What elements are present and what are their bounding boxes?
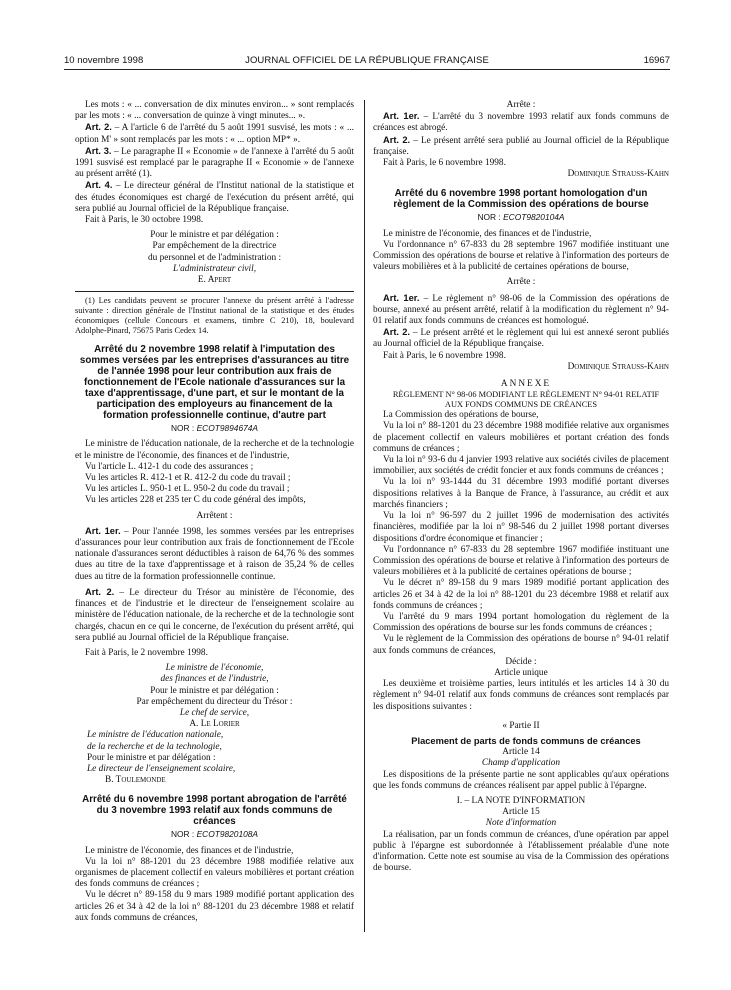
paragraph: Les mots : « ... conversation de dix minutes environ... » sont remplacés par les mots : « ... conversation de quinze à vingt minutes... ». [75, 100, 354, 122]
signature-line: Le ministre de l'éducation nationale, [87, 730, 224, 741]
nor-reference [75, 829, 354, 840]
visa: Vu le décret n° 89-158 du 9 mars 1989 modifié portant application des articles 26 et 34 à 42 de la loi n° 88-1201 du 23 décembre 1988 et relatif aux fonds communs de créances ; [373, 578, 669, 611]
signature-line: Le chef de service, [179, 707, 250, 718]
article [373, 327, 669, 350]
article-label: Art. 2. [383, 327, 410, 338]
article-heading: Article unique [494, 667, 548, 678]
page-header [64, 55, 670, 70]
article-text: – Le paragraphe II « Economie » de l'annexe à l'arrêté du 5 août 1991 susvisé est remplacé par le paragraphe II « Economie » de l'annexe au présent arrêté (1). [75, 146, 355, 180]
decree-title: Arrêté du 6 novembre 1998 portant abrogation de l'arrêté du 3 novembre 1993 relatif aux fonds communs de créances [82, 794, 347, 828]
signature-line: des finances et de l'industrie, [160, 674, 269, 685]
article [75, 587, 354, 644]
article-text: – Le présent arrêté sera publié au Journal officiel de la République française. [373, 135, 669, 157]
signature-line: Pour le ministre et par délégation : [87, 752, 216, 763]
decree-title: Arrêté du 6 novembre 1998 portant homologation d'un règlement de la Commission des opérations de bourse [393, 188, 649, 211]
section-heading: I. – LA NOTE D'INFORMATION [456, 795, 586, 806]
article-label: Art. 2. [85, 586, 115, 597]
article [75, 146, 354, 181]
article-text: – Le règlement n° 98-06 de la Commission des opérations de bourse, annexé au présent arrêté, relatif à la modification du règlement n° 94-01 relatif aux fonds communs de créances est homologué. [373, 293, 669, 327]
visa: Vu le décret n° 89-158 du 9 mars 1989 modifié portant application des articles 26 et 34 à 42 de la loi n° 88-1201 du 23 décembre 1988 et relatif aux fonds communs de créances, [75, 890, 354, 923]
article [75, 122, 354, 145]
signature-line: Par empêchement du directeur du Trésor : [136, 696, 293, 707]
nor-label: NOR : [170, 423, 197, 434]
column-divider [364, 100, 365, 932]
article-label: Art. 1er. [383, 111, 420, 122]
visa: Vu la loi n° 88-1201 du 23 décembre 1988 modifiée relative aux organismes de placement collectif en valeurs mobilières et portant création des fonds communs de créances ; [373, 421, 669, 454]
signature-line: Le directeur de l'enseignement scolaire, [87, 763, 236, 774]
done-at: Fait à Paris, le 2 novembre 1998. [85, 647, 208, 658]
visa: Vu les articles R. 412-1 et R. 412-2 du code du travail ; [85, 473, 291, 484]
decision-line: Décide : [505, 656, 537, 667]
article [373, 135, 669, 158]
article-label: Art. 3. [85, 145, 112, 156]
done-at: Fait à Paris, le 30 octobre 1998. [85, 215, 204, 226]
paragraph: Le ministre de l'économie, des finances et de l'industrie, [85, 845, 294, 856]
signature-line: Le ministre de l'économie, [165, 663, 264, 674]
left-column [75, 100, 354, 924]
paragraph: Le ministre de l'économie, des finances et de l'industrie, [383, 228, 592, 239]
article-label: Art. 4. [85, 180, 113, 191]
visa: Vu l'ordonnance n° 67-833 du 28 septembre 1967 modifiée instituant une Commission des opérations de bourse et relative à l'information des porteurs de valeurs mobilières et à la publicité de certaines opérations de bourse ; [373, 544, 669, 578]
regulation-title: RÈGLEMENT N° 98-06 MODIFIANT LE RÈGLEMENT N° 94-01 RELATIF AUX FONDS COMMUNS DE CRÉANCES [392, 390, 660, 410]
nor-code: ECOT9894674A [196, 423, 259, 434]
paragraph: Les dispositions de la présente partie ne sont applicables qu'aux opérations que les fonds communs de créances réalisent par appel public à l'épargne. [373, 769, 669, 791]
signature-line: du personnel et de l'administration : [147, 252, 282, 263]
right-column [373, 100, 669, 874]
footnote-rule [75, 291, 354, 292]
article [373, 293, 669, 328]
article-text: – A l'article 6 de l'arrêté du 5 août 1991 susvisé, les mots : « ... option M' » sont remplacés par les mots : « ... option MP* ». [75, 123, 354, 145]
article-text: – L'arrêté du 3 novembre 1993 relatif aux fonds communs de créances est abrogé. [373, 112, 670, 134]
nor-code: ECOT9820104A [503, 212, 565, 223]
part-heading: « Partie II [502, 720, 540, 731]
decree-title: Arrêté du 2 novembre 1998 relatif à l'imputation des sommes versées par les entreprises d'assurances au titre de l'année 1998 pour leur contribution aux frais de fonctionnement de l'Ecole nationale d'assurances sur la taxe d'apprentissage, d'une part, et sur le montant de la participation des employeurs au financement de la formation professionnelle continue, d'autre part [79, 344, 350, 422]
signatory-name: Dominique Strauss-Kahn [567, 169, 669, 180]
article-label: Art. 2. [383, 134, 411, 145]
article-text: – Le directeur du Trésor au ministère de l'économie, des finances et de l'industrie et le directeur de l'enseignement scolaire au ministère de l'éducation nationale, de la recherche et de la technologie sont chargés, chacun en ce qui le concerne, de l'exécution du présent arrêté, qui sera publié au Journal officiel de la République française. [75, 587, 354, 643]
visa: Vu l'arrêté du 9 mars 1994 portant homologation du règlement de la Commission des opérations de bourse sur les fonds communs de créances ; [373, 611, 669, 634]
annex-heading: ANNEXE [500, 379, 552, 390]
article-label: Art. 1er. [85, 525, 121, 536]
article [75, 526, 354, 583]
visa: Vu la loi n° 93-1444 du 31 décembre 1993 modifié portant diverses dispositions relatives à la Banque de France, à l'assurance, au crédit et aux marchés financiers ; [373, 477, 669, 510]
paragraph: Les deuxième et troisième parties, leurs intitulés et les articles 14 à 30 du règlement n° 94-01 relatif aux fonds communs de créances sont remplacés par les dispositions suivantes : [373, 679, 669, 712]
signature-line: Pour le ministre et par délégation : [150, 685, 279, 696]
signature-line: Pour le ministre et par délégation : [150, 230, 279, 241]
paragraph: La Commission des opérations de bourse, [383, 410, 539, 421]
visa: Vu la loi n° 93-6 du 4 janvier 1993 relative aux sociétés civiles de placement immobilier, aux sociétés de crédit foncier et aux fonds communs de créances ; [373, 455, 669, 477]
visa: Vu l'ordonnance n° 67-833 du 28 septembre 1967 modifiée instituant une Commission des opérations de bourse et relative à l'information des porteurs de valeurs mobilières et à la publicité de certaines opérations de bourse, [373, 239, 669, 273]
visa: Vu le règlement de la Commission des opérations de bourse n° 94-01 relatif aux fonds communs de créances, [373, 634, 669, 656]
page-number: 16967 [643, 55, 670, 66]
visa: Vu l'article L. 412-1 du code des assurances ; [85, 461, 254, 472]
signatory-name: A. Le Lorier [189, 719, 240, 730]
part-title: Placement de parts de fonds communs de créances [411, 735, 641, 746]
signature-line: de la recherche et de la technologie, [87, 741, 222, 752]
visa: Vu les articles L. 950-1 et L. 950-2 du code du travail ; [85, 484, 290, 495]
article-text: – Pour l'année 1998, les sommes versées par les entreprises d'assurances pour leur contribution aux frais de fonctionnement de l'Ecole nationale d'assurances seront déductibles à raison de 64,76 % des sommes dues au titre de la taxe d'apprentissage et à raison de 35,24 % de celles dues au titre de la formation professionnelle continue. [75, 526, 355, 582]
signature-line: L'administrateur civil, [172, 263, 257, 274]
signatory-name: E. Apert [197, 275, 232, 286]
journal-title: JOURNAL OFFICIEL DE LA RÉPUBLIQUE FRANÇAISE [245, 55, 489, 66]
nor-label: NOR : [477, 212, 504, 223]
article-text: – Le directeur général de l'Institut national de la statistique et des études économiques est chargé de l'exécution du présent arrêté, qui sera publié au Journal officiel de la République française. [75, 181, 354, 214]
article [373, 111, 669, 134]
nor-code: ECOT9820108A [196, 829, 259, 840]
paragraph: La réalisation, par un fonds commun de créances, d'une opération par appel public à l'épargne est subordonnée à l'établissement préalable d'une note d'information. Cette note est soumise au visa de la Commission des opérations de bourse. [373, 829, 669, 874]
signatory-name: Dominique Strauss-Kahn [567, 361, 669, 372]
done-at: Fait à Paris, le 6 novembre 1998. [383, 158, 506, 169]
article-heading: Article 15 [502, 807, 540, 818]
decision-line: Arrête : [506, 100, 536, 110]
done-at: Fait à Paris, le 6 novembre 1998. [383, 350, 506, 361]
signatory-name: B. Toulemonde [105, 775, 166, 786]
visa: Vu les articles 228 et 235 ter C du code général des impôts, [85, 495, 306, 506]
article-heading: Article 14 [502, 747, 540, 758]
article-subtitle: Note d'information [485, 818, 557, 829]
nor-reference [373, 212, 669, 223]
article-text: – Le présent arrêté et le règlement qui lui est annexé seront publiés au Journal officiel de la République française. [373, 328, 669, 350]
nor-label: NOR : [170, 829, 197, 840]
article-subtitle: Champ d'application [481, 758, 561, 769]
decision-line: Arrêtent : [196, 510, 233, 521]
signature-line: Par empêchement de la directrice [152, 241, 277, 252]
decision-line: Arrête : [506, 277, 536, 288]
visa: Vu la loi n° 96-597 du 2 juillet 1996 de modernisation des activités financières, modifiée par la loi n° 98-546 du 2 juillet 1998 portant diverses dispositions d'ordre économique et financier ; [373, 511, 669, 544]
article [75, 180, 354, 215]
visa: Vu la loi n° 88-1201 du 23 décembre 1988 modifiée relative aux organismes de placement collectif en valeurs mobilières et portant création des fonds communs de créances ; [75, 856, 354, 890]
nor-reference [75, 423, 354, 434]
footnote: (1) Les candidats peuvent se procurer l'annexe du présent arrêté à l'adresse suivante : direction générale de l'Institut national de la statistique et des études économiques (cellule Concours et examens, timbre C 210), 18, boulevard Adolphe-Pinard, 75675 Paris Cedex 14. [75, 296, 354, 336]
paragraph: Le ministre de l'éducation nationale, de la recherche et de la technologie et le ministre de l'économie, des finances et de l'industrie, [75, 439, 354, 461]
header-date: 10 novembre 1998 [64, 55, 144, 66]
article-label: Art. 2. [85, 122, 112, 133]
article-label: Art. 1er. [383, 292, 420, 303]
